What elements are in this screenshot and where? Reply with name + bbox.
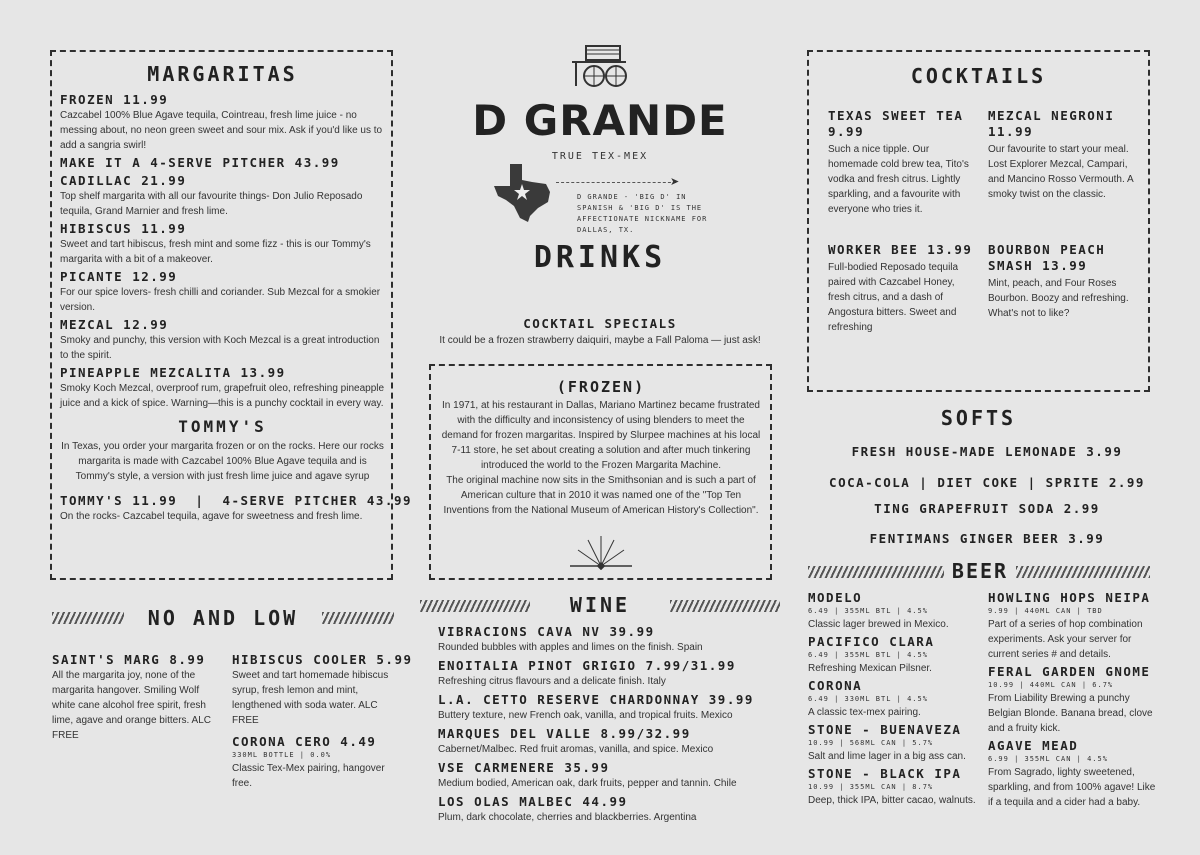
margaritas-title: MARGARITAS xyxy=(147,62,298,86)
cocktail-price: 9.99 xyxy=(828,124,865,139)
item-name: PINEAPPLE MEZCALITA 13.99 xyxy=(60,365,286,380)
item-details: 6.99 | 355ML CAN | 4.5% xyxy=(988,755,1108,763)
item-name: VIBRACIONS CAVA NV 39.99 xyxy=(438,624,655,639)
cocktail-item xyxy=(988,242,1136,321)
soft-drink-item: TING GRAPEFRUIT SODA 2.99 xyxy=(874,501,1100,516)
nolow-right-column xyxy=(232,652,413,797)
cocktail-item xyxy=(988,108,1136,202)
item-name: FERAL GARDEN GNOME xyxy=(988,664,1151,679)
soft-drink-item: COCA-COLA | DIET COKE | SPRITE 2.99 xyxy=(829,475,1145,490)
cocktail-desc: Mint, peach, and Four Roses Bourbon. Boozy and refreshing. What's not to like? xyxy=(988,278,1129,319)
item-desc: Cazcabel 100% Blue Agave tequila, Cointreau, fresh lime juice - no messing about, no neon green sweet and sour mix. Ask if you'd like us to add a sangria swirl! xyxy=(60,110,383,151)
item-name: FROZEN 11.99 xyxy=(60,92,169,107)
menu-item xyxy=(60,221,385,267)
wine-hatch-left xyxy=(420,600,530,612)
item-details: 6.49 | 330ML BTL | 4.5% xyxy=(808,695,928,703)
menu-item xyxy=(808,766,980,808)
item-details: 6.49 | 355ML BTL | 4.5% xyxy=(808,651,928,659)
item-desc: Top shelf margarita with all our favourite things- Don Julio Reposado tequila, Grand Marnier and fresh lime. xyxy=(60,191,363,217)
item-name: MEZCAL 12.99 xyxy=(60,317,169,332)
specials-title: COCKTAIL SPECIALS xyxy=(523,316,677,331)
cocktails-title: COCKTAILS xyxy=(910,64,1047,88)
beer-right-column xyxy=(988,590,1158,812)
cocktail-desc: Our favourite to start your meal. Lost Explorer Mezcal, Campari, and Mancino Rosso Vermouth. A smoky twist on the classic. xyxy=(988,144,1134,200)
item-details: 10.99 | 568ML CAN | 5.7% xyxy=(808,739,934,747)
margaritas-section xyxy=(60,62,412,524)
item-name: STONE - BUENAVEZA xyxy=(808,722,962,737)
item-desc: Cabernet/Malbec. Red fruit aromas, vanilla, and spice. Mexico xyxy=(438,744,714,755)
cocktails-box xyxy=(807,50,1150,392)
frozen-p2: The original machine now sits in the Smithsonian and is such a part of American culture that in 2010 it was named one of the "Top Ten Inventions from the National Museum of American History's Collection". xyxy=(443,475,759,516)
drinks-title: DRINKS xyxy=(533,240,667,275)
cart-icon xyxy=(570,42,630,90)
item-desc: Sweet and tart homemade hibiscus syrup, fresh lemon and mint, lengthened with soda water. ALC FREE xyxy=(232,670,389,726)
item-name: CORONA CERO 4.49 xyxy=(232,734,377,749)
item-name: MAKE IT A 4-SERVE PITCHER 43.99 xyxy=(60,155,340,170)
beer-left-column xyxy=(808,590,980,810)
item-details: 10.99 | 355ML CAN | 8.7% xyxy=(808,783,934,791)
menu-item xyxy=(60,155,385,171)
tommys-title: TOMMY'S xyxy=(178,417,267,436)
item-name: PICANTE 12.99 xyxy=(60,269,178,284)
menu-item xyxy=(232,652,413,728)
sunburst-icon xyxy=(566,530,636,570)
beer-hatch-right xyxy=(1016,566,1150,578)
menu-item xyxy=(808,590,980,632)
frozen-p1: In 1971, at his restaurant in Dallas, Mariano Martinez became frustrated with the difficulty and inconsistency of using blenders to meet the demand for frozen margaritas. Inspired by Slurpee machines at his local 7-11 store, he set about creating a solution and after much tinkering introduced the world to the Frozen Margarita Machine. xyxy=(441,400,761,471)
item-name: CORONA xyxy=(808,678,863,693)
item-desc: Classic lager brewed in Mexico. xyxy=(808,619,949,630)
item-desc: Rounded bubbles with apples and limes on the finish. Spain xyxy=(438,642,703,653)
item-desc: From Liability Brewing a punchy Belgian Blonde. Banana bread, clove and a fruity kick. xyxy=(988,693,1153,734)
item-desc: Smoky and punchy, this version with Koch Mezcal is a great introduction to the spirit. xyxy=(60,335,380,361)
menu-item xyxy=(60,317,385,363)
beer-title: BEER xyxy=(951,559,1009,583)
menu-item xyxy=(988,738,1158,810)
item-name: HIBISCUS COOLER 5.99 xyxy=(232,652,413,667)
margaritas-list xyxy=(60,92,385,411)
menu-item xyxy=(438,726,768,757)
item-desc: Salt and lime lager in a big ass can. xyxy=(808,751,966,762)
arrow-line xyxy=(556,182,676,183)
item-name: MODELO xyxy=(808,590,863,605)
wine-list xyxy=(438,624,768,828)
cocktail-price: 11.99 xyxy=(988,124,1034,139)
cocktail-desc: Full-bodied Reposado tequila paired with Cazcabel Honey, fresh citrus, and a dash of Angostura bitters. Sweet and refreshing xyxy=(828,262,959,333)
cocktail-desc: Such a nice tipple. Our homemade cold brew tea, Tito's vodka and fresh citrus. Lightly sparkling, and a favourite with everyone who tries it. xyxy=(828,144,969,215)
cocktail-name: TEXAS SWEET TEA xyxy=(828,108,964,123)
item-name: LOS OLAS MALBEC 44.99 xyxy=(438,794,628,809)
item-name: VSE CARMENERE 35.99 xyxy=(438,760,610,775)
menu-item xyxy=(808,634,980,676)
menu-item xyxy=(52,652,217,743)
menu-item xyxy=(988,590,1158,662)
item-name: SAINT'S MARG 8.99 xyxy=(52,652,206,667)
brand-tagline: TRUE TEX-MEX xyxy=(551,151,649,162)
tommys-intro: In Texas, you order your margarita frozen or on the rocks. Here our rocks margarita is made with Cazcabel 100% Blue Agave tequila and is Tommy's style, a version with just fresh lime juice and agave syrup xyxy=(61,441,384,482)
cocktail-item xyxy=(828,108,976,217)
frozen-title: (FROZEN) xyxy=(556,378,646,396)
item-details: 9.99 | 440ML CAN | TBD xyxy=(988,607,1103,615)
softs-title: SOFTS xyxy=(940,406,1017,430)
nolow-title: NO AND LOW xyxy=(147,606,299,630)
nolow-left-column xyxy=(52,652,217,749)
wine-hatch-right xyxy=(670,600,780,612)
item-desc: Refreshing Mexican Pilsner. xyxy=(808,663,932,674)
menu-item xyxy=(808,678,980,720)
menu-item xyxy=(438,794,768,825)
soft-drink-item: FENTIMANS GINGER BEER 3.99 xyxy=(869,531,1105,546)
cocktail-price: SMASH 13.99 xyxy=(988,258,1088,273)
frozen-section xyxy=(440,378,762,518)
menu-item xyxy=(438,760,768,791)
menu-item xyxy=(438,692,768,723)
arrow-head-icon: ➤ xyxy=(670,176,680,188)
menu-item xyxy=(60,92,385,153)
item-desc: Sweet and tart hibiscus, fresh mint and some fizz - this is our Tommy's margarita with a bit of a makeover. xyxy=(60,239,371,265)
cocktail-name: MEZCAL NEGRONI xyxy=(988,108,1115,123)
tommys-item-name: TOMMY'S 11.99 | 4-SERVE PITCHER 43.99 xyxy=(60,493,412,508)
item-name: ENOITALIA PINOT GRIGIO 7.99/31.99 xyxy=(438,658,736,673)
item-desc: From Sagrado, lighty sweetened, sparkling, and from 100% agave! Like if a tequila and a cider had a baby. xyxy=(988,767,1156,808)
item-details: 10.99 | 440ML CAN | 6.7% xyxy=(988,681,1114,689)
item-desc: All the margarita joy, none of the margarita hangover. Smiling Wolf white cane alcohol free spirit, fresh lime, agave and orange bitters. ALC FREE xyxy=(52,670,211,741)
nolow-hatch-left xyxy=(52,612,124,624)
nolow-hatch-right xyxy=(322,612,394,624)
item-name: L.A. CETTO RESERVE CHARDONNAY 39.99 xyxy=(438,692,754,707)
item-desc: Refreshing citrus flavours and a delicate finish. Italy xyxy=(438,676,666,687)
menu-item xyxy=(60,269,385,315)
item-name: MARQUES DEL VALLE 8.99/32.99 xyxy=(438,726,691,741)
tommys-item-desc: On the rocks- Cazcabel tequila, agave for sweetness and fresh lime. xyxy=(60,511,363,522)
texas-map-icon xyxy=(492,162,554,224)
item-desc: Part of a series of hop combination experiments. Ask your server for current series # and details. xyxy=(988,619,1143,660)
brand-note: D GRANDE - 'BIG D' IN SPANISH & 'BIG D' IS THE AFFECTIONATE NICKNAME FOR DALLAS, TX. xyxy=(577,193,708,234)
menu-item xyxy=(438,624,768,655)
item-desc: Deep, thick IPA, bitter cacao, walnuts. xyxy=(808,795,976,806)
beer-hatch-left xyxy=(808,566,944,578)
soft-drink-item: FRESH HOUSE-MADE LEMONADE 3.99 xyxy=(851,444,1123,459)
item-desc: Plum, dark chocolate, cherries and blackberries. Argentina xyxy=(438,812,697,823)
item-name: HOWLING HOPS NEIPA xyxy=(988,590,1151,605)
menu-item xyxy=(60,173,385,219)
item-name: PACIFICO CLARA xyxy=(808,634,935,649)
cocktail-item xyxy=(828,242,976,335)
item-desc: Medium bodied, American oak, dark fruits, pepper and tannin. Chile xyxy=(438,778,737,789)
cocktail-name: BOURBON PEACH xyxy=(988,242,1106,257)
menu-item xyxy=(60,365,385,411)
brand-name: D GRANDE xyxy=(472,96,728,145)
specials-desc: It could be a frozen strawberry daiquiri, maybe a Fall Paloma — just ask! xyxy=(439,335,761,346)
item-name: CADILLAC 21.99 xyxy=(60,173,187,188)
item-desc: A classic tex-mex pairing. xyxy=(808,707,921,718)
item-details: 6.49 | 355ML BTL | 4.5% xyxy=(808,607,928,615)
item-details: 330ML BOTTLE | 0.0% xyxy=(232,751,332,759)
item-name: HIBISCUS 11.99 xyxy=(60,221,187,236)
menu-item xyxy=(808,722,980,764)
menu-item xyxy=(988,664,1158,736)
item-desc: Classic Tex-Mex pairing, hangover free. xyxy=(232,763,385,789)
item-desc: Smoky Koch Mezcal, overproof rum, grapefruit oleo, refreshing pineapple juice and a kick of spice. Warning—this is a punchy cocktail in every way. xyxy=(60,383,385,409)
cocktail-name: WORKER BEE 13.99 xyxy=(828,242,973,257)
wine-title: WINE xyxy=(569,593,631,617)
item-name: AGAVE MEAD xyxy=(988,738,1079,753)
item-name: STONE - BLACK IPA xyxy=(808,766,962,781)
item-desc: Buttery texture, new French oak, vanilla, and tropical fruits. Mexico xyxy=(438,710,733,721)
item-desc: For our spice lovers- fresh chilli and coriander. Sub Mezcal for a smokier version. xyxy=(60,287,381,313)
menu-item xyxy=(232,734,397,791)
menu-item xyxy=(438,658,768,689)
